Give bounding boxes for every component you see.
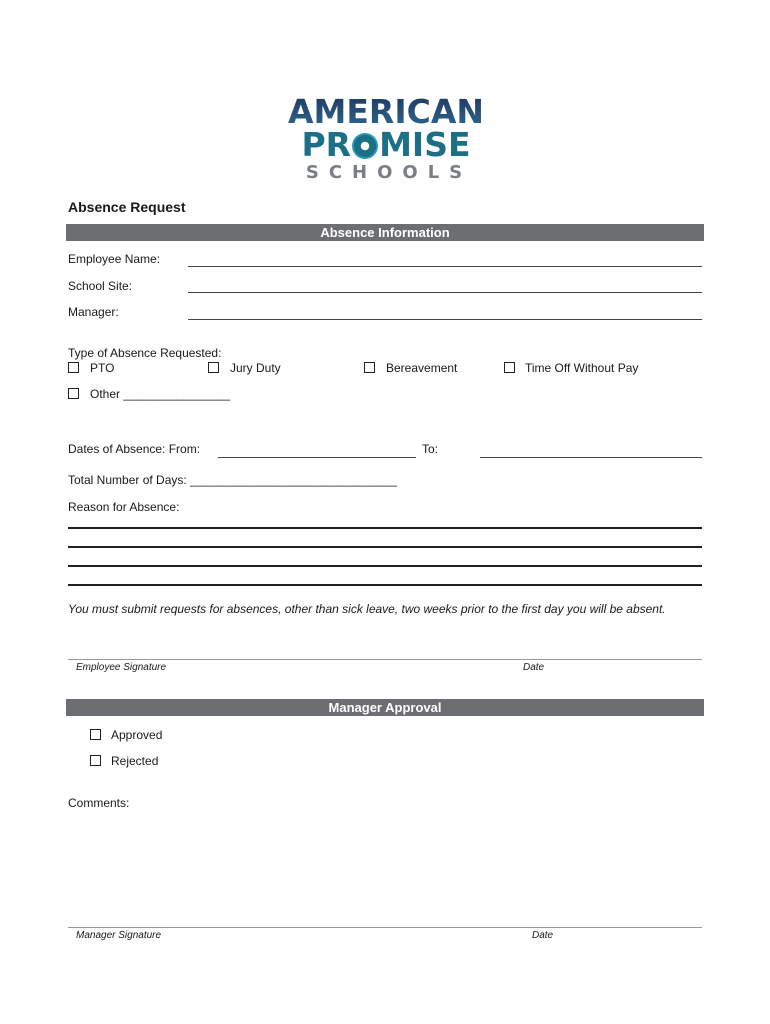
logo-line-3: SCHOOLS (305, 162, 473, 183)
school-site-field[interactable] (188, 292, 702, 293)
reason-line-1[interactable] (68, 527, 702, 529)
reason-line-2[interactable] (68, 546, 702, 548)
pto-checkbox[interactable] (68, 362, 79, 373)
employee-signature-label: Employee Signature (76, 662, 167, 673)
logo-line-2-start: PR (301, 125, 352, 164)
time-off-without-pay-checkbox[interactable] (504, 362, 515, 373)
logo-line-2 (288, 125, 484, 164)
submission-notice: You must submit requests for absences, other than sick leave, two weeks prior to the first day you will be absent. (68, 602, 666, 616)
reason-label: Reason for Absence: (68, 500, 180, 514)
school-site-label: School Site: (68, 279, 133, 293)
reason-line-4[interactable] (68, 584, 702, 586)
school-logo (288, 92, 484, 183)
employee-name-label: Employee Name: (68, 252, 161, 266)
manager-signature-label: Manager Signature (76, 930, 162, 941)
approved-checkbox[interactable] (90, 729, 101, 740)
rejected-checkbox[interactable] (90, 755, 101, 766)
jury-duty-label: Jury Duty (230, 361, 281, 375)
approved-label: Approved (111, 728, 163, 742)
logo-line-2-end: MISE (379, 125, 471, 164)
employee-name-field[interactable] (188, 266, 702, 267)
logo-line-1: AMERICAN (288, 92, 484, 131)
bereavement-label: Bereavement (386, 361, 458, 375)
manager-label: Manager: (68, 305, 119, 319)
comments-label: Comments: (68, 796, 130, 810)
reason-line-3[interactable] (68, 565, 702, 567)
manager-signature-line[interactable] (68, 927, 702, 928)
other-checkbox[interactable] (68, 388, 79, 399)
total-days-label[interactable]: Total Number of Days: _______________________________ (68, 473, 397, 487)
pto-label: PTO (90, 361, 115, 375)
manager-field[interactable] (188, 319, 702, 320)
jury-duty-checkbox[interactable] (208, 362, 219, 373)
section-header-manager-approval: Manager Approval (66, 699, 704, 716)
absence-type-label: Type of Absence Requested: (68, 346, 222, 360)
employee-date-label: Date (523, 662, 545, 673)
bereavement-checkbox[interactable] (364, 362, 375, 373)
time-off-without-pay-label: Time Off Without Pay (525, 361, 639, 375)
section-header-absence-information: Absence Information (66, 224, 704, 241)
dates-to-label: To: (422, 442, 439, 456)
dates-from-label: Dates of Absence: From: (68, 442, 201, 456)
manager-date-label: Date (532, 930, 554, 941)
sunburst-icon (352, 133, 378, 159)
date-to-field[interactable] (480, 457, 702, 458)
other-label: Other ________________ (90, 387, 231, 401)
date-from-field[interactable] (218, 457, 416, 458)
rejected-label: Rejected (111, 754, 159, 768)
form-title: Absence Request (68, 199, 186, 215)
employee-signature-line[interactable] (68, 659, 702, 660)
